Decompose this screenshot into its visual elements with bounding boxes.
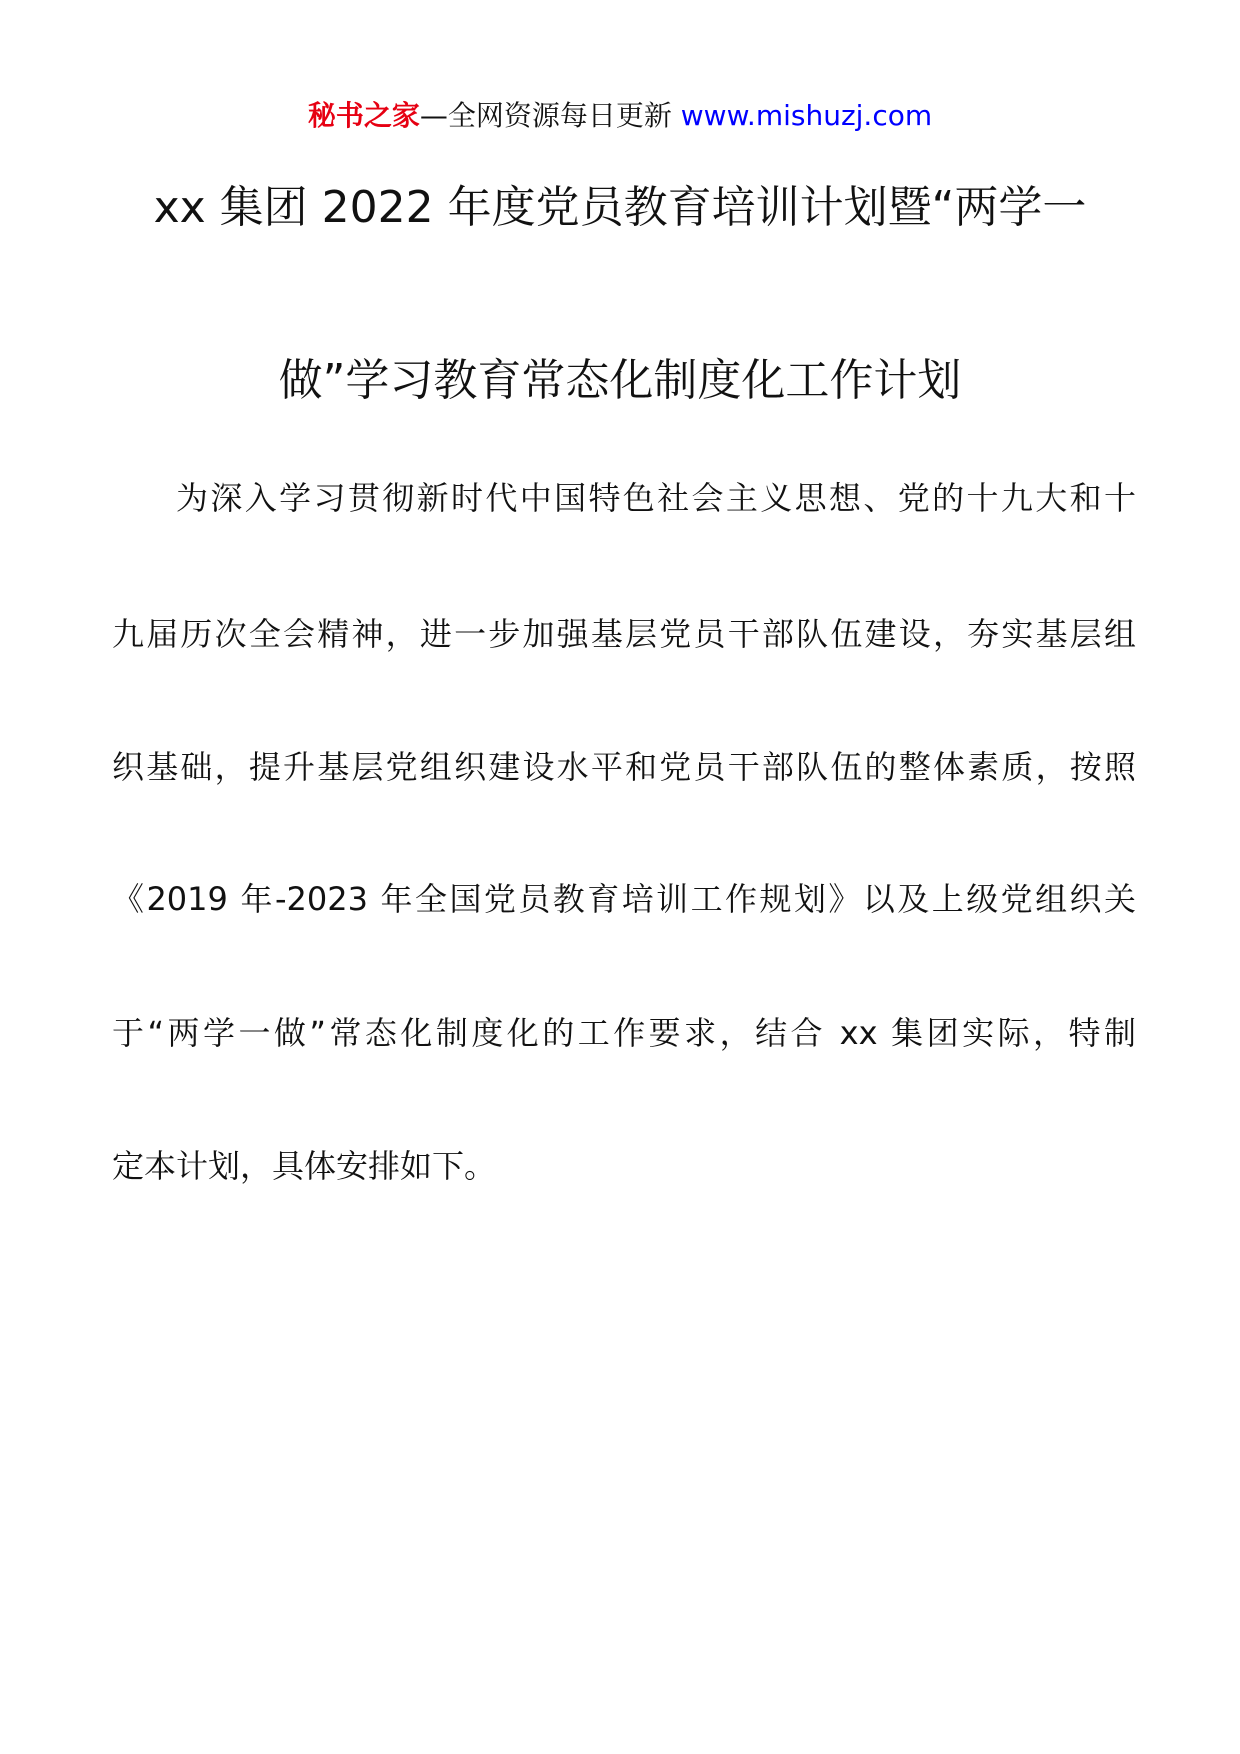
site-url-link[interactable]: www.mishuzj.com [680,99,933,132]
paragraph-line-5: 于“两学一做”常态化制度化的工作要求，结合 xx 集团实际，特制 [112,1014,1136,1052]
document-title-line-2: 做”学习教育常态化制度化工作计划 [278,355,962,406]
site-slogan: —全网资源每日更新 [419,99,681,132]
document-title-line-1: xx 集团 2022 年度党员教育培训计划暨“两学一 [153,182,1087,233]
paragraph-line-3: 织基础，提升基层党组织建设水平和党员干部队伍的整体素质，按照 [112,748,1136,786]
paragraph-line-4: 《2019 年-2023 年全国党员教育培训工作规划》以及上级党组织关 [112,880,1136,918]
paragraph-line-1: 为深入学习贯彻新时代中国特色社会主义思想、党的十九大和十 [176,479,1136,517]
paragraph-line-2: 九届历次全会精神，进一步加强基层党员干部队伍建设，夯实基层组 [112,615,1136,653]
site-brand: 秘书之家 [307,99,420,132]
paragraph-line-6: 定本计划，具体安排如下。 [112,1147,497,1185]
site-header [0,96,1240,136]
